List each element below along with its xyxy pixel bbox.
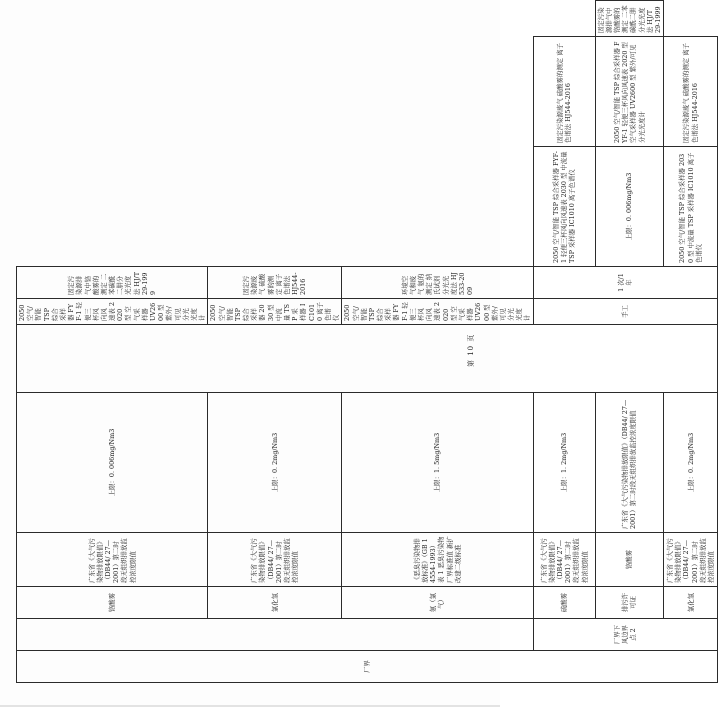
table-cell: 上限：0. 006mg/Nm3 — [17, 393, 208, 533]
table-cell: 氨（氯气） — [342, 587, 533, 619]
table-cell — [17, 325, 718, 393]
table-cell: 固定污染源废气 硫酸雾的测定 离子色谱法 HJ544-2016 — [664, 37, 718, 147]
monitoring-table — [16, 0, 718, 683]
table-cell: 2050 空气/智能 TSP 综合采样器 FYF-1 轻便三杯风向风速表 2020 型 空气采样器 UV2600 型 紫外/可见分光光度计 — [342, 299, 533, 325]
table-row — [17, 1, 208, 683]
table-cell: 硫酸雾 — [533, 587, 595, 619]
table-cell: 铬酸雾 — [595, 533, 664, 587]
table-cell: 手工 — [533, 299, 718, 325]
table-cell: 上限：1. 2mg/Nm3 — [533, 393, 595, 533]
page-number: 第 10 页 — [467, 333, 475, 367]
table-cell: 环境空气和废气 氨的测定 纳氏试剂分光光度法 HJ 533-2009 — [342, 267, 533, 299]
table-cell: 固定污染源排气中铬酸雾的测定 二苯碳酰二肼分光光度法 HJ/T 29-1999 — [17, 267, 208, 299]
table-cell: 固定污染源废气 硫酸雾的测定 离子色谱法 HJ544-2016 — [208, 267, 342, 299]
table-cell: 《恶臭污染物排放标准》（GB 14554-1993）表 1 恶臭污染物厂界标准值 新扩改建二级标准 — [342, 533, 533, 587]
table-cell: 1 次/1 年 — [533, 267, 718, 299]
table-cell: 氯化氢 — [664, 587, 718, 619]
table-cell: 广东省《大气污染物排放限值》（DB44/ 27—2001）第二时段无组织排放监控浓度限值 — [664, 533, 718, 587]
table-cell: 广东省《大气污染物排放限值》（DB44/ 27—2001）第二时段无组织排放监控浓度限值 — [595, 393, 664, 533]
table-cell: 广东省《大气污染物排放限值》（DB44/ 27—2001）第二时段无组织排放监控浓度限值 — [208, 533, 342, 587]
table-cell: 广东省《大气污染物排放限值》（DB44/ 27—2001）第二时段无组织排放监控浓度限值 — [17, 533, 208, 587]
table-cell: 厂界 — [17, 651, 718, 683]
table-cell: 2050 空气/智能 TSP 综合采样器 FYF-1 轻便三杯风向风速表 2030 型 中流量 TSP 采样器 IC1010 离子色谱仪 — [533, 147, 595, 267]
table-cell: 上限：0. 2mg/Nm3 — [208, 393, 342, 533]
table-cell: 广东省《大气污染物排放限值》（DB44/ 27—2001）第二时段无组织排放监控浓度限值 — [533, 533, 595, 587]
table-cell: 铬酸雾 — [17, 587, 208, 619]
table-cell: 固定污染源废气 硫酸雾的测定 离子色谱法 HJ544-2016 — [533, 37, 595, 147]
table-cell: 氯化氢 — [208, 587, 342, 619]
table-cell: 排污许可证 — [595, 587, 664, 619]
table-cell: 上限：0. 2mg/Nm3 — [664, 393, 718, 533]
table-cell: 2050 空气/智能 TSP 综合采样器 2030 型 中流量 TSP 采样器 IC1010 离子色谱仪 — [208, 299, 342, 325]
table-cell: 固定污染源排气中铬酸雾的测定 二苯碳酰二肼分光光度法 HJ/T 29-1999 — [595, 1, 664, 37]
table-cell: 厂界下风边界点 2 — [533, 619, 718, 651]
table-cell: 2050 空气/智能 TSP 综合采样器 FYF-1 轻便三杯风向风速表 2020 型 空气采样器 UV2600 型 紫外/可见分光光度计 — [595, 37, 664, 147]
table-cell: 上限：0. 006mg/Nm3 — [595, 147, 664, 267]
table-cell: 2050 空气/智能 TSP 综合采样器 2030 型 中流量 TSP 采样器 IC1010 离子色谱仪 — [664, 147, 718, 267]
table-cell: 2050 空气/智能 TSP 综合采样器 FYF-1 轻便三杯风向风速表 2020 型 空气采样器 UV2600 型 紫外/可见分光光度计 — [17, 299, 208, 325]
table-cell — [17, 619, 534, 651]
table-cell: 上限：1. 5mg/Nm3 — [342, 393, 533, 533]
